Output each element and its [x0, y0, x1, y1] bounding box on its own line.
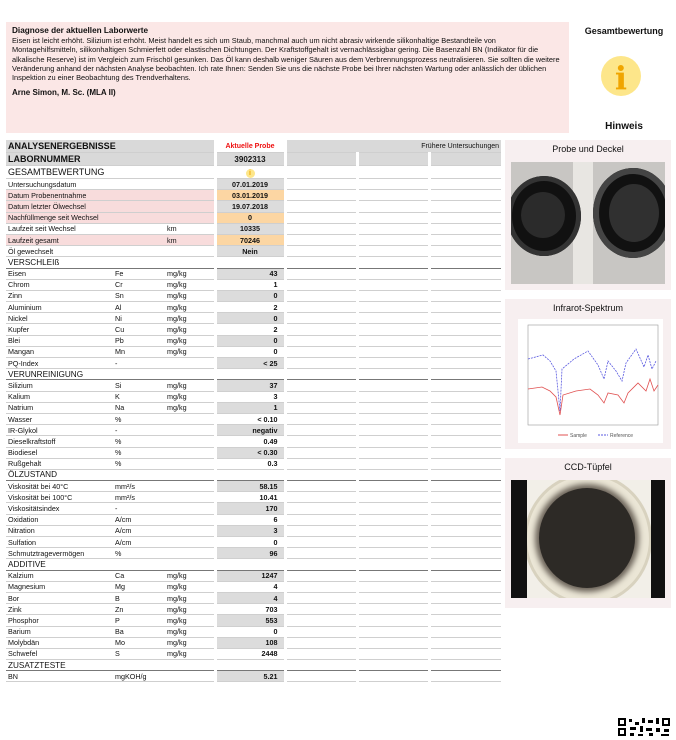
table-row [6, 548, 501, 559]
info-row [6, 212, 501, 223]
parameter-value: 4 [215, 592, 285, 603]
section-header [6, 559, 501, 570]
parameter-unit: mg/kg [165, 290, 215, 301]
parameter-value: 2448 [215, 648, 285, 659]
section-header [6, 257, 501, 268]
parameter-symbol: Fe [113, 268, 165, 279]
table-row [6, 447, 501, 458]
table-row [6, 302, 501, 313]
parameter-symbol: Zn [113, 604, 165, 615]
parameter-unit [165, 492, 215, 503]
table-row [6, 492, 501, 503]
parameter-value: 170 [215, 503, 285, 514]
table-row [6, 525, 501, 536]
parameter-value: 10.41 [215, 492, 285, 503]
parameter-unit: mg/kg [165, 581, 215, 592]
parameter-value: 3 [215, 391, 285, 402]
section-header [6, 369, 501, 380]
results-header-row [6, 140, 501, 153]
table-row [6, 335, 501, 346]
section-header [6, 660, 501, 671]
info-row [6, 179, 501, 190]
info-row-value: 0 [215, 212, 285, 223]
info-icon: i [246, 169, 255, 178]
parameter-value: < 0.10 [215, 413, 285, 424]
section-title: ZUSATZTESTE [6, 660, 501, 671]
parameter-label: Blei [6, 335, 113, 346]
parameter-symbol: Ba [113, 626, 165, 637]
parameter-label: Biodiesel [6, 447, 113, 458]
parameter-unit: mg/kg [165, 335, 215, 346]
parameter-symbol: mm²/s [113, 492, 165, 503]
section-title: VERUNREINIGUNG [6, 369, 501, 380]
table-row [6, 380, 501, 391]
info-icon [601, 56, 641, 96]
parameter-symbol: Ni [113, 313, 165, 324]
parameter-value: 1247 [215, 570, 285, 581]
parameter-value: 0 [215, 626, 285, 637]
parameter-label: Barium [6, 626, 113, 637]
parameter-value: 96 [215, 548, 285, 559]
parameter-label: Nitration [6, 525, 113, 536]
parameter-unit: mg/kg [165, 302, 215, 313]
sample-photo [511, 162, 665, 284]
parameter-label: Silizium [6, 380, 113, 391]
parameter-symbol: S [113, 648, 165, 659]
table-row [6, 425, 501, 436]
current-sample-label: Aktuelle Probe [215, 140, 285, 153]
parameter-unit: mg/kg [165, 637, 215, 648]
parameter-unit: mg/kg [165, 402, 215, 413]
parameter-label: Zinn [6, 290, 113, 301]
parameter-symbol: P [113, 615, 165, 626]
info-row-label: Nachfüllmenge seit Wechsel [6, 212, 165, 223]
parameter-value: 703 [215, 604, 285, 615]
parameter-symbol: % [113, 436, 165, 447]
ir-legend-sample: Sample [570, 433, 587, 439]
parameter-unit: mg/kg [165, 391, 215, 402]
results-table [6, 140, 501, 682]
info-row-unit [165, 190, 215, 201]
parameter-label: Aluminium [6, 302, 113, 313]
info-row-unit [165, 212, 215, 223]
parameter-symbol: Na [113, 402, 165, 413]
parameter-label: Schmutztragevermögen [6, 548, 113, 559]
results-title: ANALYSENERGEBNISSE [6, 140, 215, 153]
info-row-label: Untersuchungsdatum [6, 179, 165, 190]
parameter-unit [165, 548, 215, 559]
table-row [6, 458, 501, 469]
parameter-value: 108 [215, 637, 285, 648]
parameter-value: 5.21 [215, 671, 285, 682]
parameter-unit: mg/kg [165, 604, 215, 615]
parameter-value: 1 [215, 279, 285, 290]
sample-photo-panel [505, 140, 671, 290]
parameter-unit: mg/kg [165, 313, 215, 324]
ccd-spot-title: CCD-Tüpfel [564, 462, 612, 472]
parameter-symbol: mm²/s [113, 481, 165, 492]
parameter-unit [165, 481, 215, 492]
diagnosis-text: Eisen ist leicht erhöht. Silizium ist erhöht. Meist handelt es sich um Staub, manchmal auch um nicht abrasiv wirkende silikonhaltige Bestandteile von Montagehilfsmitteln, silikonhaltigen Schmierfett oder elastischen Dichtungen. Der Kraftstoffgehalt ist vernachlässigbar gering. Die Basenzahl BN (Indikator für die alkalische Reserve) ist im Vergleich zum Frischöl gesunken. Das Öl kann deshalb weniger Säuren aus dem Verbrennungsprozess neutralisieren. Sie sollten die weitere Veränderung anhand der nächsten Analyse beobachten. Ich rate Ihnen: Senden Sie uns die nächste Probe bei Ihrer nächsten Wartung oder anlässlich der üblichen Inspektion zu einer Beobachtung des Trendverhaltens. [12, 36, 560, 83]
parameter-label: Wasser [6, 413, 113, 424]
section-title: VERSCHLEIß [6, 257, 501, 268]
table-row [6, 604, 501, 615]
info-row-value: 70246 [215, 234, 285, 245]
parameter-value: 0 [215, 346, 285, 357]
parameter-symbol: - [113, 425, 165, 436]
parameter-symbol: Cu [113, 324, 165, 335]
parameter-symbol: A/cm [113, 514, 165, 525]
parameter-label: Kalium [6, 391, 113, 402]
parameter-unit: mg/kg [165, 626, 215, 637]
parameter-value: 2 [215, 302, 285, 313]
info-row [6, 201, 501, 212]
table-row [6, 671, 501, 682]
parameter-unit: mg/kg [165, 279, 215, 290]
table-row [6, 413, 501, 424]
parameter-symbol: Pb [113, 335, 165, 346]
parameter-symbol: % [113, 447, 165, 458]
parameter-label: Bor [6, 592, 113, 603]
parameter-symbol: mgKOH/g [113, 671, 165, 682]
diagnosis-box [6, 22, 569, 133]
parameter-unit [165, 413, 215, 424]
parameter-symbol: A/cm [113, 525, 165, 536]
table-row [6, 570, 501, 581]
parameter-label: Oxidation [6, 514, 113, 525]
parameter-value: 553 [215, 615, 285, 626]
section-title: ADDITIVE [6, 559, 501, 570]
table-row [6, 313, 501, 324]
parameter-value: 0 [215, 313, 285, 324]
parameter-symbol: Cr [113, 279, 165, 290]
parameter-unit: mg/kg [165, 570, 215, 581]
section-header [6, 469, 501, 480]
table-row [6, 581, 501, 592]
parameter-label: Viskositätsindex [6, 503, 113, 514]
parameter-value: 4 [215, 581, 285, 592]
parameter-unit: mg/kg [165, 346, 215, 357]
table-row [6, 391, 501, 402]
parameter-label: Natrium [6, 402, 113, 413]
info-row [6, 190, 501, 201]
parameter-unit [165, 458, 215, 469]
parameter-value: 0 [215, 290, 285, 301]
parameter-value: 2 [215, 324, 285, 335]
table-row [6, 324, 501, 335]
parameter-label: Sulfation [6, 537, 113, 548]
diagnosis-author: Arne Simon, M. Sc. (MLA II) [12, 88, 116, 98]
parameter-unit: mg/kg [165, 592, 215, 603]
table-row [6, 626, 501, 637]
parameter-unit [165, 358, 215, 369]
info-icon-glyph: i [614, 59, 628, 97]
parameter-label: Dieselkraftstoff [6, 436, 113, 447]
info-row-value: 03.01.2019 [215, 190, 285, 201]
parameter-label: Zink [6, 604, 113, 615]
parameter-value: 6 [215, 514, 285, 525]
parameter-label: IR-Glykol [6, 425, 113, 436]
info-row-label: Laufzeit seit Wechsel [6, 223, 165, 234]
ir-spectrum-chart [518, 319, 663, 443]
parameter-label: Eisen [6, 268, 113, 279]
parameter-label: Magnesium [6, 581, 113, 592]
table-row [6, 503, 501, 514]
parameter-unit [165, 514, 215, 525]
parameter-label: Phosphor [6, 615, 113, 626]
parameter-unit: mg/kg [165, 615, 215, 626]
parameter-unit [165, 436, 215, 447]
parameter-unit [165, 537, 215, 548]
parameter-symbol: Mg [113, 581, 165, 592]
parameter-value: 0.3 [215, 458, 285, 469]
parameter-label: Nickel [6, 313, 113, 324]
info-row-value: 19.07.2018 [215, 201, 285, 212]
parameter-unit [165, 425, 215, 436]
info-row-label: Datum letzter Ölwechsel [6, 201, 165, 212]
lab-number-value: 3902313 [215, 153, 285, 166]
table-row [6, 592, 501, 603]
table-row [6, 436, 501, 447]
info-row-label: Laufzeit gesamt [6, 234, 165, 245]
table-row [6, 537, 501, 548]
sample-photo-title: Probe und Deckel [552, 144, 624, 154]
ir-reference-line [528, 349, 656, 411]
info-row-unit: km [165, 223, 215, 234]
table-row [6, 637, 501, 648]
overall-rating-title: Gesamtbewertung [584, 26, 664, 36]
info-row-label: Datum Probenentnahme [6, 190, 165, 201]
parameter-value: 37 [215, 380, 285, 391]
parameter-symbol: Si [113, 380, 165, 391]
table-row [6, 514, 501, 525]
parameter-value: negativ [215, 425, 285, 436]
parameter-label: Kupfer [6, 324, 113, 335]
parameter-unit: mg/kg [165, 268, 215, 279]
info-row-unit [165, 179, 215, 190]
overall-rating-label: Hinweis [605, 121, 643, 132]
parameter-label: Molybdän [6, 637, 113, 648]
ir-sample-line [528, 379, 658, 415]
parameter-label: Rußgehalt [6, 458, 113, 469]
table-row [6, 648, 501, 659]
ir-spectrum-title: Infrarot-Spektrum [552, 303, 624, 313]
parameter-value: 0.49 [215, 436, 285, 447]
info-row [6, 246, 501, 257]
parameter-label: BN [6, 671, 113, 682]
parameter-unit: mg/kg [165, 324, 215, 335]
table-row [6, 346, 501, 357]
parameter-value: < 25 [215, 358, 285, 369]
ir-spectrum-panel [505, 299, 671, 449]
parameter-symbol: % [113, 458, 165, 469]
lab-number-label: LABORNUMMER [6, 153, 215, 166]
info-row-unit [165, 246, 215, 257]
parameter-value: 3 [215, 525, 285, 536]
parameter-symbol: Ca [113, 570, 165, 581]
info-row-unit [165, 201, 215, 212]
parameter-unit [165, 671, 215, 682]
parameter-label: Kalzium [6, 570, 113, 581]
info-row-unit: km [165, 234, 215, 245]
parameter-label: Schwefel [6, 648, 113, 659]
parameter-value: 1 [215, 402, 285, 413]
parameter-symbol: Al [113, 302, 165, 313]
previous-tests-label: Frühere Untersuchungen [285, 140, 501, 153]
parameter-value: 0 [215, 537, 285, 548]
parameter-value: 58.15 [215, 481, 285, 492]
parameter-symbol: K [113, 391, 165, 402]
parameter-unit: mg/kg [165, 648, 215, 659]
parameter-symbol: % [113, 548, 165, 559]
parameter-label: PQ-Index [6, 358, 113, 369]
section-title: ÖLZUSTAND [6, 469, 501, 480]
info-row [6, 234, 501, 245]
parameter-value: 43 [215, 268, 285, 279]
parameter-symbol: B [113, 592, 165, 603]
table-row [6, 290, 501, 301]
parameter-unit [165, 447, 215, 458]
qr-code-icon [616, 716, 672, 738]
parameter-label: Viskosität bei 100°C [6, 492, 113, 503]
table-row [6, 268, 501, 279]
parameter-symbol: % [113, 413, 165, 424]
parameter-symbol: Sn [113, 290, 165, 301]
ccd-spot-image [511, 480, 665, 598]
info-row-label: Öl gewechselt [6, 246, 165, 257]
parameter-symbol: A/cm [113, 537, 165, 548]
parameter-unit [165, 503, 215, 514]
diagnosis-title: Diagnose der aktuellen Laborwerte [12, 26, 149, 35]
table-row [6, 615, 501, 626]
info-row-value: 07.01.2019 [215, 179, 285, 190]
rating-row [6, 166, 501, 179]
parameter-unit [165, 525, 215, 536]
parameter-label: Chrom [6, 279, 113, 290]
table-row [6, 358, 501, 369]
parameter-value: < 0.30 [215, 447, 285, 458]
table-row [6, 481, 501, 492]
info-row-value: 10335 [215, 223, 285, 234]
parameter-label: Viskosität bei 40°C [6, 481, 113, 492]
parameter-symbol: - [113, 503, 165, 514]
parameter-value: 0 [215, 335, 285, 346]
parameter-symbol: Mn [113, 346, 165, 357]
ir-legend-reference: Reference [610, 433, 634, 439]
parameter-symbol: - [113, 358, 165, 369]
parameter-label: Mangan [6, 346, 113, 357]
info-row [6, 223, 501, 234]
table-row [6, 402, 501, 413]
info-row-value: Nein [215, 246, 285, 257]
rating-label: GESAMTBEWERTUNG [6, 166, 215, 179]
table-row [6, 279, 501, 290]
ccd-spot-panel [505, 458, 671, 608]
lab-number-row [6, 153, 501, 166]
parameter-unit: mg/kg [165, 380, 215, 391]
parameter-symbol: Mo [113, 637, 165, 648]
